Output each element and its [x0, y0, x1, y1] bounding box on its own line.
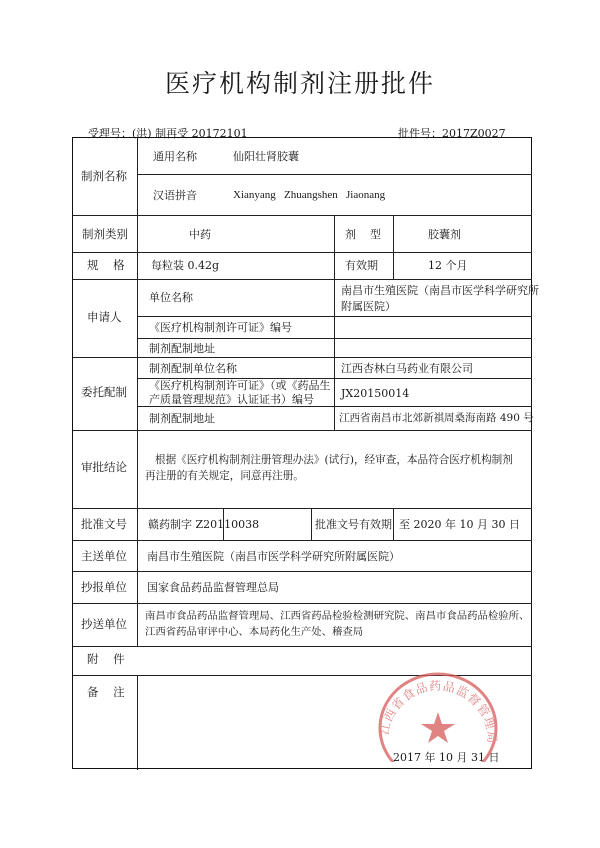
acceptance-number: 受理号：(洪) 制再受 20172101 — [88, 127, 248, 140]
row-divider — [137, 174, 532, 175]
row-divider — [73, 430, 532, 431]
license-number-label: 《医疗机构制剂许可证》编号 — [149, 321, 292, 334]
row-divider — [73, 357, 532, 358]
category-label: 制剂类别 — [82, 227, 128, 241]
row-divider — [73, 646, 532, 647]
cc-send-value-cont: 江西省药品审评中心、本局药化生产处、稽查局 — [145, 626, 364, 638]
document-title: 医疗机构制剂注册批件 — [164, 69, 435, 98]
approval-number: 批件号：2017Z0027 — [398, 127, 506, 140]
row-divider — [73, 279, 532, 280]
row-divider — [73, 508, 532, 509]
approval-doc-value: 赣药制字 Z20110038 — [148, 518, 260, 531]
entrust-license-label-cont: 产质量管理规范》认证证书）编号 — [149, 393, 314, 406]
svg-text:江西省食品药品监督管理局: 江西省食品药品监督管理局 — [377, 678, 500, 745]
prep-address-label: 制剂配制地址 — [149, 342, 215, 355]
unit-name-value: 南昌市生殖医院（南昌市医学科学研究所 — [341, 284, 539, 297]
column-divider — [393, 215, 394, 279]
common-name-label: 通用名称 — [153, 150, 197, 163]
column-divider — [393, 508, 394, 540]
spec-value: 每粒装 0.42g — [151, 259, 220, 272]
issue-date: 2017 年 10 月 31 日 — [393, 751, 500, 764]
conclusion-text-cont: 再注册的有关规定，同意再注册。 — [145, 470, 304, 482]
entrust-unit-label: 制剂配制单位名称 — [149, 362, 237, 375]
row-divider — [73, 252, 532, 253]
official-seal — [372, 666, 504, 762]
pinyin-label: 汉语拼音 — [153, 189, 197, 202]
prep-name-label: 制剂名称 — [81, 169, 127, 183]
entrust-address-label: 制剂配制地址 — [149, 412, 215, 425]
entrust-address-value: 江西省南昌市北郊新祺周桑海南路 490 号 — [339, 412, 534, 424]
pinyin-value: Xianyang Zhuangshen Jiaonang — [233, 189, 386, 201]
cc-report-label: 抄报单位 — [81, 580, 127, 594]
cc-send-label: 抄送单位 — [81, 617, 127, 631]
main-send-label: 主送单位 — [81, 549, 127, 563]
column-divider — [334, 279, 335, 430]
entrust-license-value: JX20150014 — [341, 387, 410, 400]
approval-validity-value: 至 2020 年 10 月 30 日 — [399, 518, 520, 531]
entrust-label: 委托配制 — [81, 385, 127, 399]
dosage-form-label: 剂 型 — [345, 228, 381, 241]
column-divider — [137, 138, 138, 646]
spec-label: 规 格 — [87, 258, 125, 272]
row-divider — [73, 215, 532, 216]
approval-validity-label: 批准文号有效期 — [315, 518, 392, 531]
conclusion-label: 审批结论 — [81, 460, 127, 474]
conclusion-text: 根据《医疗机构制剂注册管理办法》(试行)，经审查，本品符合医疗机构制剂 — [155, 454, 513, 466]
main-send-value: 南昌市生殖医院（南昌市医学科学研究所附属医院） — [147, 550, 400, 563]
category-value: 中药 — [189, 228, 211, 241]
validity-label: 有效期 — [345, 259, 378, 272]
row-divider — [73, 540, 532, 541]
cc-send-value: 南昌市食品药品监督管理局、江西省药品检验检测研究院、南昌市食品药品检验所、 — [145, 610, 530, 622]
entrust-license-label: 《医疗机构制剂许可证》（或《药品生 — [149, 379, 331, 392]
dosage-form-value: 胶囊剂 — [428, 228, 461, 241]
attachment-label: 附 件 — [87, 652, 125, 666]
entrust-unit-value: 江西杏林白马药业有限公司 — [341, 362, 473, 375]
approval-doc-label: 批准文号 — [81, 517, 127, 531]
unit-name-label: 单位名称 — [149, 291, 193, 304]
remarks-label: 备 注 — [87, 685, 125, 699]
row-divider — [73, 571, 532, 572]
applicant-label: 申请人 — [87, 310, 122, 324]
cc-report-value: 国家食品药品监督管理总局 — [147, 581, 279, 594]
validity-value: 12 个月 — [428, 259, 468, 272]
row-divider — [73, 603, 532, 604]
column-divider — [137, 675, 138, 770]
common-name-value: 仙阳壮肾胶囊 — [233, 150, 299, 163]
column-divider — [334, 215, 335, 279]
column-divider — [311, 508, 312, 540]
unit-name-value-cont: 附属医院） — [341, 300, 396, 313]
